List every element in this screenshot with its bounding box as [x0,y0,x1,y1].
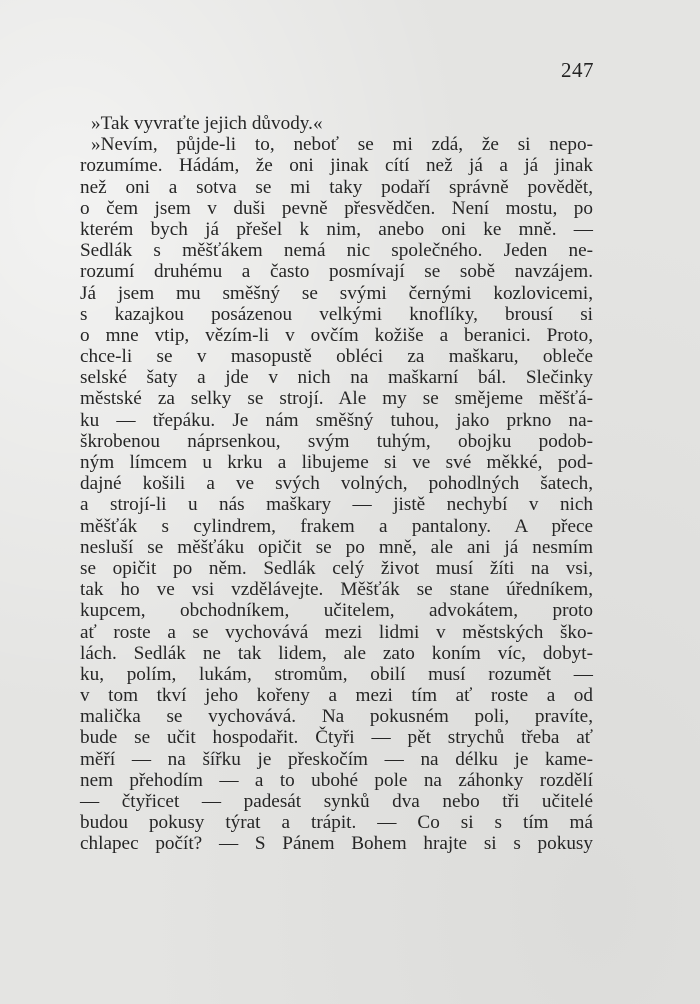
text-line: s kazajkou posázenou velkými knoflíky, brousí si [80,303,593,325]
text-line: v tom tkví jeho kořeny a mezi tím ať roste a od [80,685,593,707]
text-line: tak ho ve vsi vzdělávejte. Měšťák se stane úředníkem, [80,579,593,601]
text-line: kterém bych já přešel k nim, anebo oni ke mně. — [80,218,593,240]
text-line: o čem jsem v duši pevně přesvědčen. Není mostu, po [80,197,593,219]
text-line: lách. Sedlák ne tak lidem, ale zato koním víc, dobyt- [80,642,593,664]
text-line: se opičit po něm. Sedlák celý život musí žíti na vsi, [80,557,593,579]
text-line: malička se vychovává. Na pokusném poli, pravíte, [80,706,593,728]
text-line: o mne vtip, vězím-li v ovčím kožiše a beranici. Proto, [80,324,593,346]
text-line: rozumí druhému a často posmívají se sobě navzájem. [80,261,593,283]
text-line: ať roste a se vychovává mezi lidmi v městských ško- [80,621,593,643]
text-line: Sedlák s měšťákem nemá nic společného. Jeden ne- [80,240,593,262]
text-line: »Nevím, půjde-li to, neboť se mi zdá, že si nepo- [91,134,593,156]
text-line: selské šaty a jde v nich na maškarní bál. Slečinky [80,367,593,389]
text-line: »Tak vyvraťte jejich důvody.« [91,113,323,134]
text-line: škrobenou náprsenkou, svým tuhým, obojku podob- [80,430,593,452]
text-line: chce-li se v masopustě obléci za maškaru, obleče [80,346,593,368]
text-line: ku — třepáku. Je nám směšný tuhou, jako prkno na- [80,409,593,431]
text-line: kupcem, obchodníkem, učitelem, advokátem, proto [80,600,593,622]
text-line: Já jsem mu směšný se svými černými kozlovicemi, [80,282,593,304]
text-line: rozumíme. Hádám, že oni jinak cítí než já a já jinak [80,155,593,177]
text-line: dajné košili a ve svých volných, pohodlných šatech, [80,473,593,495]
text-line: nesluší se měšťáku opičit se po mně, ale ani já nesmím [80,536,593,558]
text-line: než oni a sotva se mi taky podaří správně povědět, [80,176,593,198]
text-line: a strojí-li u nás maškary — jistě nechybí v nich [80,494,593,516]
body-text [80,113,593,855]
text-line: ku, polím, lukám, stromům, obilí musí rozumět — [80,663,593,685]
text-line: chlapec počít? — S Pánem Bohem hrajte si s pokusy [80,833,593,855]
text-line: městské za selky se strojí. Ale my se smějeme měšťá- [80,388,593,410]
text-line: ným límcem u krku a libujeme si ve své měkké, pod- [80,452,593,473]
text-line: — čtyřicet — padesát synků dva nebo tři učitelé [80,791,593,812]
text-line: budou pokusy týrat a trápit. — Co si s tím má [80,812,593,834]
page-number: 247 [561,58,594,82]
text-line: měšťák s cylindrem, frakem a pantalony. A přece [80,515,593,537]
text-line: měří — na šířku je přeskočím — na délku je kame- [80,748,593,770]
text-line: bude se učit hospodařit. Čtyři — pět strychů třeba ať [80,727,593,749]
text-line: nem přehodím — a to ubohé pole na záhonky rozdělí [80,769,593,791]
